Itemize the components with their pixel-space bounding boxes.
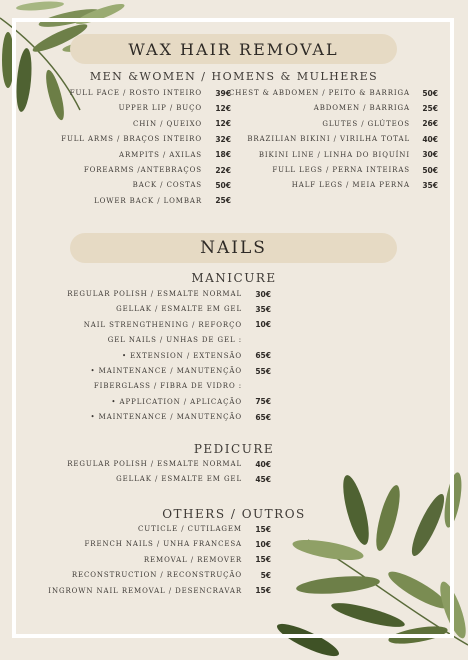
service-label: REMOVAL / REMOVER bbox=[143, 555, 242, 564]
service-price: 45€ bbox=[255, 474, 271, 484]
service-price: 12€ bbox=[215, 119, 231, 129]
wax-title: WAX HAIR REMOVAL bbox=[70, 34, 397, 64]
service-label: NAIL STRENGTHENING / REFORÇO bbox=[83, 320, 242, 329]
service-label: ABDOMEN / BARRIGA bbox=[313, 104, 410, 113]
others-title: OTHERS / OUTROS bbox=[162, 507, 306, 521]
service-price: 65€ bbox=[255, 351, 271, 361]
service-label: BIKINI LINE / LINHA DO BIQUÍNI bbox=[258, 150, 410, 159]
service-label: CHEST & ABDOMEN / PEITO & BARRIGA bbox=[228, 89, 410, 97]
service-price: 5€ bbox=[260, 570, 271, 580]
nails-title: NAILS bbox=[70, 233, 397, 263]
service-label: • APPLICATION / APLICAÇÃO bbox=[111, 397, 242, 406]
service-label: FULL ARMS / BRAÇOS INTEIRO bbox=[61, 135, 202, 144]
service-price: 39€ bbox=[215, 88, 231, 98]
service-label: BRAZILIAN BIKINI / VIRILHA TOTAL bbox=[247, 135, 410, 144]
service-price: 50€ bbox=[422, 88, 438, 98]
service-label: GLUTES / GLÚTEOS bbox=[322, 119, 410, 128]
service-label: FIBERGLASS / FIBRA DE VIDRO : bbox=[93, 382, 242, 391]
service-label: FOREARMS /ANTEBRAÇOS bbox=[83, 166, 202, 174]
service-price: 15€ bbox=[255, 586, 271, 596]
manicure-title: MANICURE bbox=[191, 271, 277, 285]
service-price: 15€ bbox=[255, 555, 271, 565]
service-label: REGULAR POLISH / ESMALTE NORMAL bbox=[67, 290, 242, 298]
service-price: 30€ bbox=[255, 289, 271, 299]
service-label: GEL NAILS / UNHAS DE GEL : bbox=[107, 336, 242, 345]
service-label: BACK / COSTAS bbox=[132, 181, 202, 190]
service-label: INGROWN NAIL REMOVAL / DESENCRAVAR bbox=[48, 586, 242, 595]
service-label: GELLAK / ESMALTE EM GEL bbox=[116, 475, 242, 484]
service-label: RECONSTRUCTION / RECONSTRUÇÃO bbox=[71, 571, 242, 580]
service-label: LOWER BACK / LOMBAR bbox=[94, 196, 202, 205]
service-label: GELLAK / ESMALTE EM GEL bbox=[116, 305, 242, 314]
service-price: 50€ bbox=[215, 180, 231, 190]
service-price: 10€ bbox=[255, 320, 271, 330]
service-price: 15€ bbox=[255, 524, 271, 534]
service-price: 32€ bbox=[215, 134, 231, 144]
service-price: 35€ bbox=[422, 180, 438, 190]
service-price: 55€ bbox=[255, 366, 271, 376]
service-price: 26€ bbox=[422, 119, 438, 129]
service-label: • EXTENSION / EXTENSÃO bbox=[122, 351, 242, 360]
service-label: • MAINTENANCE / MANUTENÇÃO bbox=[90, 367, 242, 375]
service-price: 75€ bbox=[255, 397, 271, 407]
service-label: HALF LEGS / MEIA PERNA bbox=[291, 181, 410, 190]
service-label: REGULAR POLISH / ESMALTE NORMAL bbox=[67, 460, 242, 468]
pedicure-title: PEDICURE bbox=[193, 442, 275, 456]
service-price: 65€ bbox=[255, 412, 271, 422]
service-price: 40€ bbox=[422, 134, 438, 144]
service-price: 18€ bbox=[215, 150, 231, 160]
service-price: 12€ bbox=[215, 103, 231, 113]
wax-subtitle: MEN &WOMEN / HOMENS & MULHERES bbox=[89, 70, 379, 83]
service-label: FULL FACE / ROSTO INTEIRO bbox=[69, 89, 202, 97]
service-price: 22€ bbox=[215, 165, 231, 175]
service-price: 25€ bbox=[422, 103, 438, 113]
service-label: UPPER LIP / BUÇO bbox=[118, 104, 202, 113]
service-price: 40€ bbox=[255, 459, 271, 469]
service-price: 30€ bbox=[422, 150, 438, 160]
service-price: 50€ bbox=[422, 165, 438, 175]
service-label: CUTICLE / CUTILAGEM bbox=[138, 525, 242, 533]
service-label: ARMPITS / AXILAS bbox=[119, 150, 202, 159]
service-label: • MAINTENANCE / MANUTENÇÃO bbox=[90, 413, 242, 422]
service-price: 10€ bbox=[255, 539, 271, 549]
service-label: CHIN / QUEIXO bbox=[133, 119, 202, 128]
service-label: FRENCH NAILS / UNHA FRANCESA bbox=[84, 540, 242, 549]
service-price: 25€ bbox=[215, 196, 231, 206]
service-price: 35€ bbox=[255, 304, 271, 314]
service-label: FULL LEGS / PERNA INTEIRAS bbox=[272, 166, 410, 174]
